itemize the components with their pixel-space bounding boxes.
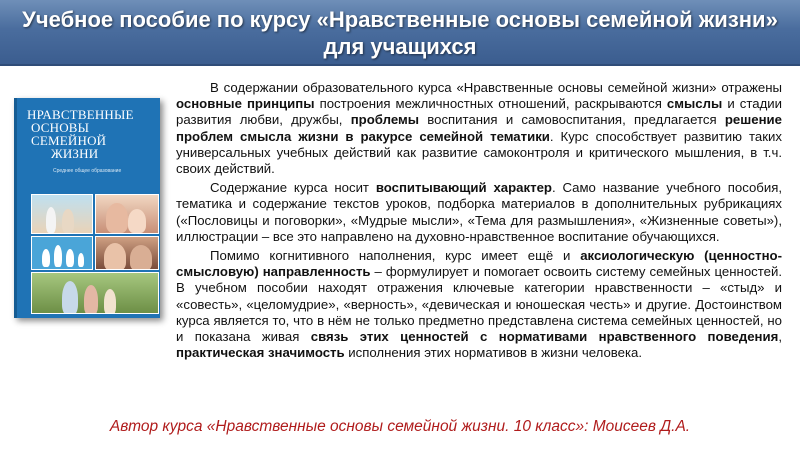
book-cover-title [27,108,157,160]
book-cover-title-line: ЖИЗНИ [51,146,99,161]
emphasis-text: смыслы [666,96,723,112]
cover-photo-mother-child [95,194,159,234]
slide-title-line-2: для учащихся [323,34,477,59]
course-author-caption: Автор курса «Нравственные основы семейной жизни. 10 класс»: Моисеев Д.А. [109,418,691,435]
cover-photo-family-park [31,272,159,314]
paragraph-principles: В содержании образовательного курса «Нравственные основы семейной жизни» отражены основные принципы построения межличностных отношений, раскрываются смыслы и стадии развития любви, дружбы, проблемы воспитания и самовоспитания, предлагается решение проблем смысла жизни в ракурсе семейной тематики. Курс способствует развитию таких универсальных учебных действий как развитие самоконтроля и критического мышления, в т.ч. своих действий. [176,80,782,177]
emphasis-text: воспитывающий характер [375,180,552,196]
course-description [176,80,782,364]
book-cover-title-line: НРАВСТВЕННЫЕ [27,107,134,122]
cover-photo-family-beach [31,194,93,234]
emphasis-text: аксиологическую (ценностно-смысловую) направленность [176,248,782,280]
book-cover-image [14,98,160,318]
emphasis-text: решение проблем смысла жизни в ракурсе семейной тематики [176,112,782,144]
slide-title [0,0,800,66]
emphasis-text: проблемы [350,112,419,128]
book-cover-title-line: ОСНОВЫ [31,120,90,135]
emphasis-text: основные принципы [176,96,315,112]
paragraph-values: Помимо когнитивного наполнения, курс имеет ещё и аксиологическую (ценностно-смысловую) направленность – формулирует и помогает освоить систему семейных ценностей. В учебном пособии находят отражения ключевые категории нравственности – «стыд» и «совесть», «целомудрие», «верность», «девическая и юношеская честь» и другие. Достоинством курса является то, что в нём не только предметно представлена система семейных ценностей, но и показана живая связь этих ценностей с нормативами нравственного поведения, практическая значимость исполнения этих нормативов в жизни человека. [176,248,782,361]
cover-photo-family-logo [31,236,93,270]
book-cover-subtitle: Среднее общее образование [53,168,122,174]
cover-photo-grandparents [95,236,159,270]
emphasis-text: практическая значимость [176,345,345,361]
emphasis-text: связь этих ценностей с нормативами нравственного поведения [310,329,779,345]
slide-title-line-1: Учебное пособие по курсу «Нравственные основы семейной жизни» [22,7,778,32]
book-cover-photo-collage [31,194,159,314]
book-cover-title-line: СЕМЕЙНОЙ [31,133,107,148]
paragraph-character: Содержание курса носит воспитывающий характер. Само название учебного пособия, тематика и содержание текстов уроков, подборка материалов в дополнительных рубрикациях («Пословицы и поговорки», «Мудрые мысли», «Тема для размышления», «Жизненные советы»), иллюстрации – все это направлено на духовно-нравственное воспитание обучающихся. [176,180,783,244]
